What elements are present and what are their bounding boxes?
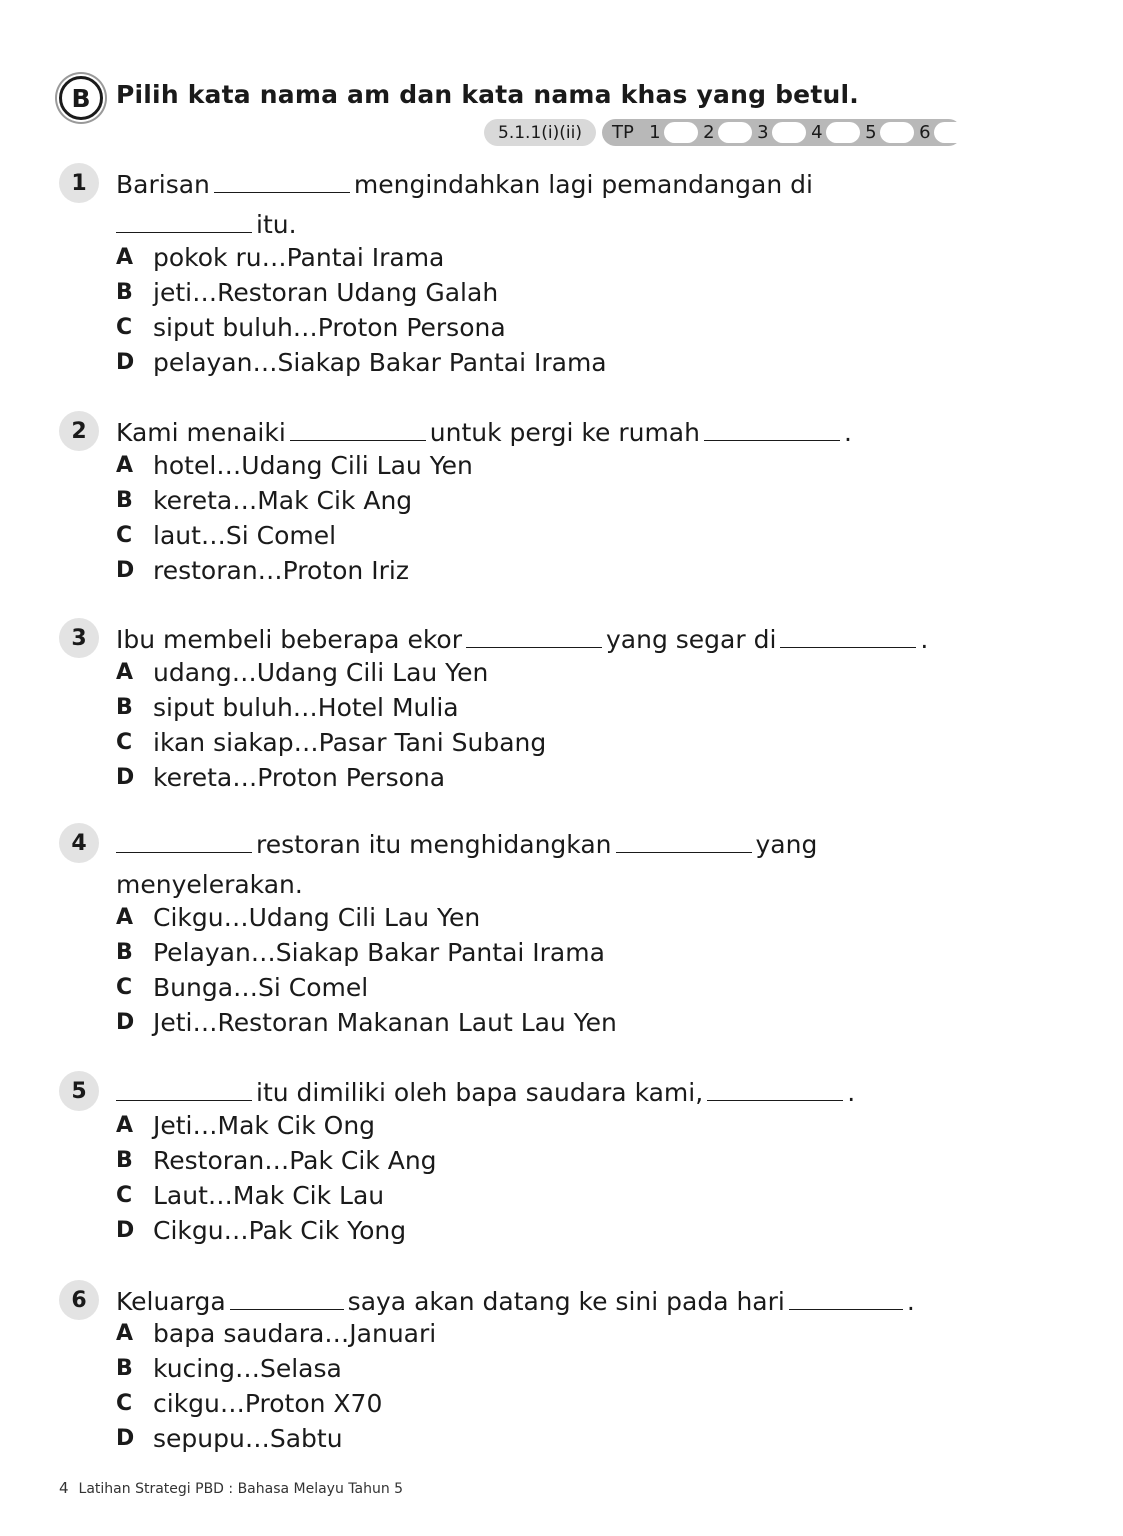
stem-text: itu dimiliki oleh bapa saudara kami, — [256, 1078, 704, 1107]
answer-option[interactable] — [116, 1108, 996, 1143]
answer-blank — [116, 210, 252, 233]
stem-text: Kami menaiki — [116, 418, 286, 447]
option-text: Bunga…Si Comel — [153, 973, 369, 1002]
tp-level-number: 1 — [649, 122, 661, 143]
answer-option[interactable] — [116, 345, 996, 380]
option-letter: B — [116, 488, 133, 513]
answer-option[interactable] — [116, 1316, 996, 1351]
answer-options — [116, 900, 996, 1040]
answer-blank — [780, 625, 916, 648]
option-letter: C — [116, 1183, 133, 1208]
option-text: Pelayan…Siakap Bakar Pantai Irama — [153, 938, 605, 967]
answer-blank — [704, 418, 840, 441]
page-footer — [59, 1479, 403, 1497]
option-text: Cikgu…Pak Cik Yong — [153, 1216, 407, 1245]
tp-level-number: 3 — [757, 122, 769, 143]
tp-level[interactable] — [918, 122, 968, 143]
answer-blank — [707, 1078, 843, 1101]
tp-level-bar — [602, 119, 962, 146]
tp-level-number: 6 — [919, 122, 931, 143]
tp-level-checkbox[interactable] — [880, 122, 914, 143]
answer-blank — [230, 1287, 344, 1310]
option-letter: A — [116, 1113, 134, 1138]
option-letter: A — [116, 453, 134, 478]
tp-level[interactable] — [648, 122, 698, 143]
answer-option[interactable] — [116, 553, 996, 588]
question-number: 5 — [59, 1071, 99, 1111]
tp-level-checkbox[interactable] — [664, 122, 698, 143]
option-text: ikan siakap…Pasar Tani Subang — [153, 728, 547, 757]
answer-option[interactable] — [116, 275, 996, 310]
tp-level-checkbox[interactable] — [772, 122, 806, 143]
option-text: pokok ru…Pantai Irama — [153, 243, 445, 272]
stem-text: . — [843, 418, 852, 447]
tp-level-number: 4 — [811, 122, 823, 143]
option-letter: C — [116, 523, 133, 548]
option-text: restoran…Proton Iriz — [153, 556, 409, 585]
option-text: Laut…Mak Cik Lau — [153, 1181, 385, 1210]
stem-text: mengindahkan lagi pemandangan di — [353, 170, 813, 199]
answer-option[interactable] — [116, 1213, 996, 1248]
answer-options — [116, 655, 996, 795]
option-letter: C — [116, 315, 133, 340]
answer-blank — [616, 830, 752, 853]
stem-text: untuk pergi ke rumah — [429, 418, 700, 447]
question-stem — [116, 825, 996, 905]
option-letter: A — [116, 660, 134, 685]
answer-option[interactable] — [116, 483, 996, 518]
answer-option[interactable] — [116, 310, 996, 345]
option-text: bapa saudara…Januari — [153, 1319, 437, 1348]
option-text: cikgu…Proton X70 — [153, 1389, 383, 1418]
book-title: Latihan Strategi PBD : Bahasa Melayu Tahun 5 — [78, 1481, 404, 1497]
answer-option[interactable] — [116, 1351, 996, 1386]
stem-text: itu. — [256, 210, 297, 239]
question-number: 1 — [59, 163, 99, 203]
answer-options — [116, 448, 996, 588]
option-letter: D — [116, 1426, 135, 1451]
answer-option[interactable] — [116, 448, 996, 483]
tp-level[interactable] — [756, 122, 806, 143]
tp-level-number: 2 — [703, 122, 715, 143]
answer-option[interactable] — [116, 1005, 996, 1040]
option-letter: C — [116, 730, 133, 755]
stem-text: yang segar di — [605, 625, 777, 654]
answer-option[interactable] — [116, 760, 996, 795]
option-letter: B — [116, 280, 133, 305]
answer-options — [116, 240, 996, 380]
option-text: pelayan…Siakap Bakar Pantai Irama — [153, 348, 607, 377]
question-number: 6 — [59, 1280, 99, 1320]
option-text: hotel…Udang Cili Lau Yen — [153, 451, 473, 480]
answer-blank — [466, 625, 602, 648]
answer-option[interactable] — [116, 900, 996, 935]
option-letter: B — [116, 940, 133, 965]
question-stem — [116, 165, 996, 245]
option-text: siput buluh…Hotel Mulia — [153, 693, 459, 722]
stem-text: . — [847, 1078, 856, 1107]
tp-level-checkbox[interactable] — [826, 122, 860, 143]
stem-text: yang — [755, 830, 818, 859]
answer-options — [116, 1316, 996, 1456]
question-stem — [116, 413, 996, 453]
answer-options — [116, 1108, 996, 1248]
answer-option[interactable] — [116, 518, 996, 553]
answer-option[interactable] — [116, 1143, 996, 1178]
tp-level-number: 5 — [865, 122, 877, 143]
question-number: 3 — [59, 618, 99, 658]
option-text: udang…Udang Cili Lau Yen — [153, 658, 489, 687]
stem-text: . — [906, 1287, 915, 1316]
answer-blank — [290, 418, 426, 441]
tp-label: TP — [612, 122, 634, 143]
answer-blank — [789, 1287, 903, 1310]
option-letter: A — [116, 245, 134, 270]
option-letter: D — [116, 765, 135, 790]
option-text: Jeti…Restoran Makanan Laut Lau Yen — [153, 1008, 617, 1037]
option-text: laut…Si Comel — [153, 521, 337, 550]
stem-text: . — [920, 625, 929, 654]
option-text: kucing…Selasa — [153, 1354, 342, 1383]
option-letter: D — [116, 1010, 135, 1035]
answer-option[interactable] — [116, 1178, 996, 1213]
option-letter: D — [116, 558, 135, 583]
answer-option[interactable] — [116, 690, 996, 725]
skill-code-badge: 5.1.1(i)(ii) — [484, 119, 596, 146]
option-letter: B — [116, 1148, 133, 1173]
stem-text: Barisan — [116, 170, 210, 199]
tp-level[interactable] — [864, 122, 914, 143]
option-letter: A — [116, 905, 134, 930]
option-letter: C — [116, 1391, 133, 1416]
answer-option[interactable] — [116, 1421, 996, 1456]
tp-level[interactable] — [810, 122, 860, 143]
option-text: Restoran…Pak Cik Ang — [153, 1146, 437, 1175]
option-letter: B — [116, 1356, 133, 1381]
answer-option[interactable] — [116, 1386, 996, 1421]
stem-text: Ibu membeli beberapa ekor — [116, 625, 462, 654]
option-text: Cikgu…Udang Cili Lau Yen — [153, 903, 481, 932]
section-badge: B — [59, 76, 103, 120]
answer-option[interactable] — [116, 240, 996, 275]
answer-option[interactable] — [116, 970, 996, 1005]
section-instruction: Pilih kata nama am dan kata nama khas yang betul. — [116, 80, 859, 109]
tp-level[interactable] — [702, 122, 752, 143]
option-letter: B — [116, 695, 133, 720]
option-text: jeti…Restoran Udang Galah — [153, 278, 499, 307]
answer-blank — [116, 830, 252, 853]
option-letter: A — [116, 1321, 134, 1346]
tp-level-checkbox[interactable] — [934, 122, 968, 143]
page-number: 4 — [59, 1479, 69, 1497]
answer-option[interactable] — [116, 655, 996, 690]
option-letter: C — [116, 975, 133, 1000]
answer-option[interactable] — [116, 935, 996, 970]
option-text: kereta…Proton Persona — [153, 763, 446, 792]
question-number: 2 — [59, 411, 99, 451]
option-text: Jeti…Mak Cik Ong — [153, 1111, 376, 1140]
answer-option[interactable] — [116, 725, 996, 760]
stem-text: restoran itu menghidangkan — [256, 830, 612, 859]
option-text: kereta…Mak Cik Ang — [153, 486, 413, 515]
question-stem — [116, 620, 996, 660]
option-letter: D — [116, 1218, 135, 1243]
answer-blank — [116, 1078, 252, 1101]
option-letter: D — [116, 350, 135, 375]
answer-blank — [214, 170, 350, 193]
question-stem — [116, 1073, 996, 1113]
stem-text: menyelerakan. — [116, 870, 303, 899]
stem-text: Keluarga — [116, 1287, 226, 1316]
tp-level-checkbox[interactable] — [718, 122, 752, 143]
question-number: 4 — [59, 823, 99, 863]
stem-text: saya akan datang ke sini pada hari — [347, 1287, 785, 1316]
option-text: siput buluh…Proton Persona — [153, 313, 506, 342]
option-text: sepupu…Sabtu — [153, 1424, 343, 1453]
